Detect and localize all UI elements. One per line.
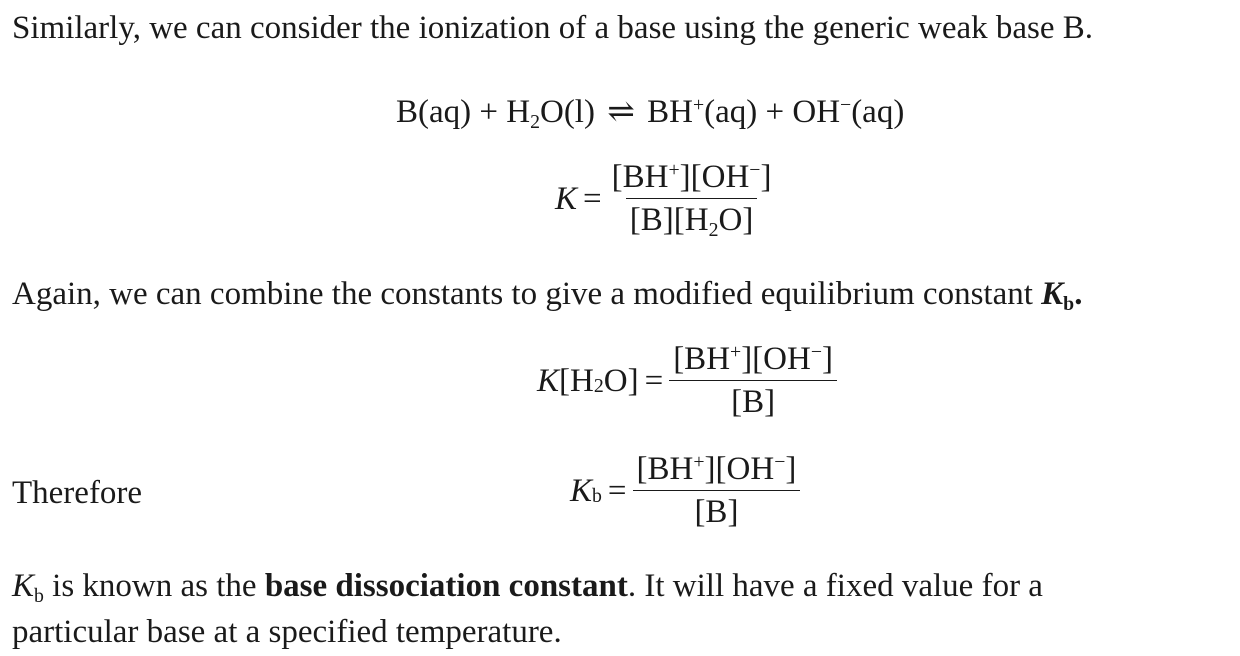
combine-constants-paragraph: Again, we can combine the constants to give a modified equilibrium constant $K_b$. [12, 276, 1083, 315]
modified-fraction [669, 340, 837, 421]
modified-constant-expression: K [H $_2$ O] = $\frac{[BH^+][OH^-]}{[B]}$ [537, 340, 837, 421]
modified-fraction-numerator: [BH+][OH−] [673, 341, 833, 377]
equilibrium-constant-expression: K = $\frac{[BH^+][OH^-]}{[B][H_2O]}$ [555, 158, 775, 239]
definition-paragraph [12, 566, 1043, 652]
kb-term: K [1041, 276, 1064, 312]
ionization-reaction-equation: $B(aq) + H_2O(l)$ ⇌ BH+(aq) + OH−(aq) [396, 94, 905, 133]
equilibrium-arrow-icon: ⇌ [607, 94, 635, 130]
intro-paragraph [12, 8, 1093, 48]
k-fraction [608, 158, 776, 239]
kb-fraction-denominator: [B] [633, 490, 801, 531]
intro-text: Similarly, we can consider the ionization of a base using the generic weak base B. [12, 10, 1094, 46]
k-fraction-numerator: [BH+][OH−] [611, 159, 772, 195]
definition-line-1: $K_b$ is known as the base dissociation constant. It will have a fixed value for a [12, 568, 1043, 607]
definition-line-2: particular base at a specified temperature. [12, 614, 562, 650]
base-dissociation-constant-term: base dissociation constant [264, 568, 628, 604]
kb-fraction-numerator: [BH+][OH−] [636, 451, 797, 487]
k-fraction-denominator: $[B][H_2O]$ [626, 198, 758, 239]
kb-fraction [633, 450, 801, 531]
kb-expression: K $_b$ = $\frac{[BH^+][OH^-]}{[B]}$ [570, 450, 800, 531]
therefore-label: Therefore [12, 475, 143, 511]
modified-fraction-denominator: [B] [669, 380, 837, 421]
